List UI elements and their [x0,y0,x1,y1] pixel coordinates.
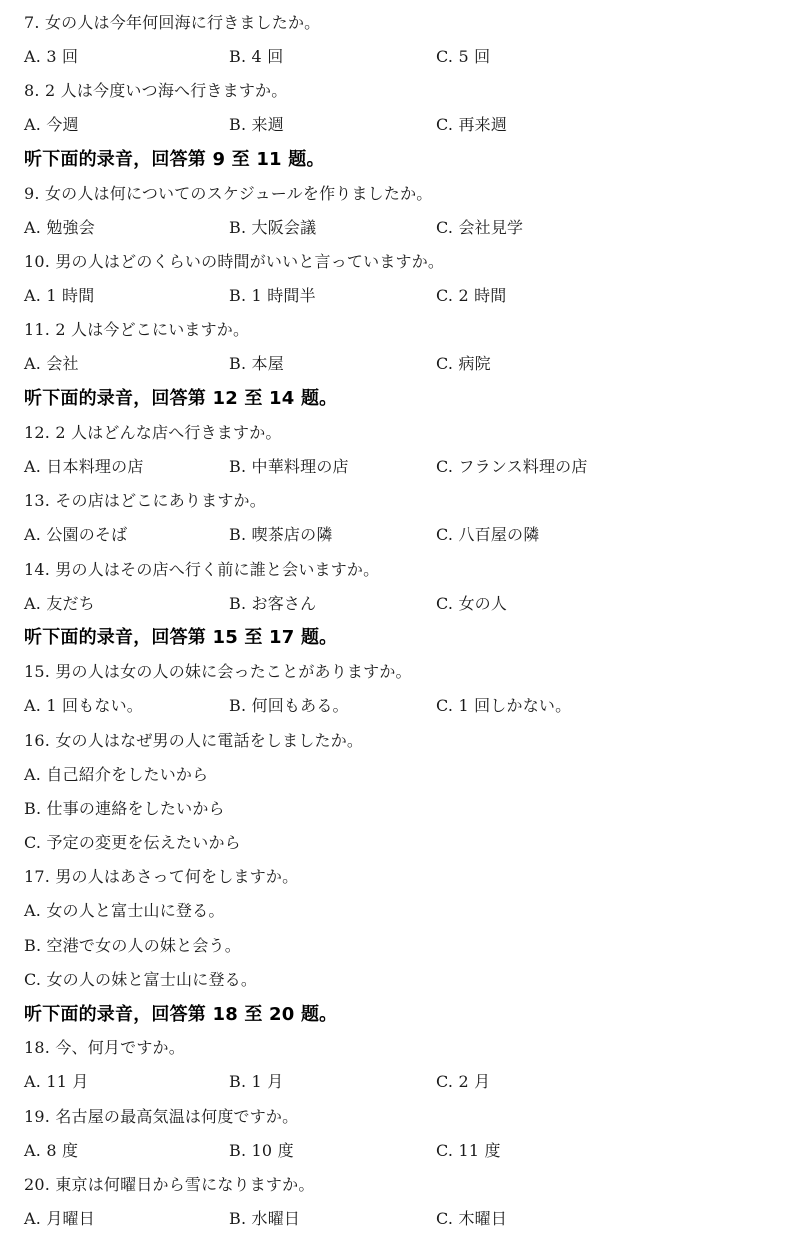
question-text: 10. 男の人はどのくらいの時間がいいと言っていますか。 [24,251,445,271]
options-row [24,278,806,312]
option-b: B. 1 月 [229,1072,284,1092]
option-c: C. 5 回 [436,46,491,66]
option-a: A. 8 度 [24,1140,79,1160]
option-c: C. 再来週 [436,115,508,135]
question-text: 9. 女の人は何についてのスケジュールを作りましたか。 [24,183,433,203]
options-row [24,517,806,551]
section-heading: 听下面的录音，回答第 15 至 17 题。 [24,627,338,649]
option-c: C. 病院 [436,354,491,374]
question-text: 14. 男の人はその店へ行く前に誰と会いますか。 [24,559,380,579]
question-text: 17. 男の人はあさって何をしますか。 [24,867,299,887]
options-row [24,585,806,619]
option-b: B. 何回もある。 [229,696,349,716]
option-c: C. 会社見学 [436,217,524,237]
options-row [24,107,806,141]
options-row [24,1064,806,1098]
option-c: C. 2 時間 [436,286,507,306]
option-b: B. 来週 [229,115,284,135]
option-b: B. 大阪会議 [229,217,317,237]
answer-option: C. 女の人の妹と富士山に登る。 [24,969,258,989]
question-text: 7. 女の人は今年何回海に行きましたか。 [24,12,321,32]
options-row [24,688,806,722]
option-b: B. 水曜日 [229,1209,301,1229]
option-b: B. お客さん [229,593,317,613]
section-heading: 听下面的录音，回答第 12 至 14 题。 [24,388,338,410]
option-a: A. 3 回 [24,46,79,66]
option-c: C. 八百屋の隣 [436,525,540,545]
option-c: C. 2 月 [436,1072,491,1092]
options-row [24,209,806,243]
question-text: 16. 女の人はなぜ男の人に電話をしましたか。 [24,730,364,750]
option-a: A. 友だち [24,593,95,613]
option-b: B. 中華料理の店 [229,457,349,477]
question-text: 19. 名古屋の最高気温は何度ですか。 [24,1106,299,1126]
option-a: A. 会社 [24,354,79,374]
answer-option: A. 自己紹介をしたいから [24,764,209,784]
options-row [24,1201,806,1235]
option-c: C. 木曜日 [436,1209,508,1229]
answer-option: A. 女の人と富士山に登る。 [24,901,225,921]
option-a: A. 公園のそば [24,525,128,545]
section-heading: 听下面的录音，回答第 18 至 20 题。 [24,1003,338,1025]
option-b: B. 喫茶店の隣 [229,525,333,545]
option-a: A. 日本料理の店 [24,457,144,477]
options-row [24,38,806,72]
option-b: B. 1 時間半 [229,286,316,306]
option-a: A. 月曜日 [24,1209,95,1229]
option-c: C. 女の人 [436,593,508,613]
question-text: 13. その店はどこにありますか。 [24,491,266,511]
option-b: B. 4 回 [229,46,284,66]
option-a: A. 勉強会 [24,217,95,237]
option-c: C. フランス料理の店 [436,457,588,477]
answer-option: B. 仕事の連絡をしたいから [24,798,225,818]
question-text: 15. 男の人は女の人の妹に会ったことがありますか。 [24,662,412,682]
answer-option: C. 予定の変更を伝えたいから [24,833,241,853]
option-a: A. 1 回もない。 [24,696,143,716]
question-text: 11. 2 人は今どこにいますか。 [24,320,250,340]
option-c: C. 1 回しかない。 [436,696,572,716]
question-text: 20. 東京は何曜日から雪になりますか。 [24,1174,315,1194]
option-b: B. 10 度 [229,1140,294,1160]
option-a: A. 11 月 [24,1072,89,1092]
question-text: 12. 2 人はどんな店へ行きますか。 [24,422,282,442]
option-c: C. 11 度 [436,1140,501,1160]
options-row [24,346,806,380]
option-a: A. 今週 [24,115,79,135]
option-b: B. 本屋 [229,354,284,374]
options-row [24,448,806,482]
options-row [24,1132,806,1166]
answer-option: B. 空港で女の人の妹と会う。 [24,935,241,955]
question-text: 18. 今、何月ですか。 [24,1038,185,1058]
section-heading: 听下面的录音，回答第 9 至 11 题。 [24,148,325,170]
option-a: A. 1 時間 [24,286,95,306]
question-text: 8. 2 人は今度いつ海へ行きますか。 [24,80,288,100]
